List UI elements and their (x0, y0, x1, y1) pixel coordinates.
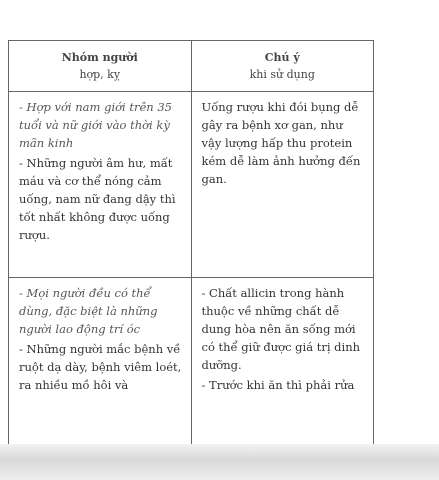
header-group-subtitle: hợp, kỵ (79, 68, 121, 81)
info-table (8, 40, 374, 448)
table-cell-right (191, 92, 374, 278)
row1-right-para1: Uống rượu khi đói bụng dễ gây ra bệnh xơ gan, như vậy lượng hấp thu protein kém dễ làm ảnh hưởng đến gan. (201, 100, 361, 186)
row1-left-para1: - Hợp với nam giới trên 35 tuổi và nữ giới vào thời kỳ mãn kinh (19, 100, 173, 150)
row2-left-para2: - Những người mắc bệnh về ruột dạ dày, bệnh viêm loét, ra nhiều mồ hôi và (19, 342, 182, 392)
row2-right-para2: - Trước khi ăn thì phải rửa (201, 378, 355, 392)
table-header-row (9, 41, 374, 92)
table-row (9, 278, 374, 448)
row2-left-para1: - Mọi người đều có thể dùng, đặc biệt là những người lao động trí óc (19, 286, 158, 336)
row2-right-para1: - Chất allicin trong hành thuộc về những chất dễ dung hòa nên ăn sống mới có thể giữ được giá trị dinh dưỡng. (201, 286, 361, 372)
table-cell-right (191, 278, 374, 448)
header-note-subtitle: khi sử dụng (249, 68, 315, 81)
header-note (191, 41, 374, 92)
row1-left-para2: - Những người âm hư, mất máu và cơ thể nóng cảm uống, nam nữ đang dậy thì tốt nhất không được uống rượu. (19, 156, 176, 242)
header-note-title: Chú ý (264, 51, 300, 64)
table-cell-left (9, 92, 192, 278)
header-group-title: Nhóm người (61, 51, 138, 64)
page-bottom-strip (0, 444, 439, 480)
table-row (9, 92, 374, 278)
header-group (9, 41, 192, 92)
table-cell-left (9, 278, 192, 448)
